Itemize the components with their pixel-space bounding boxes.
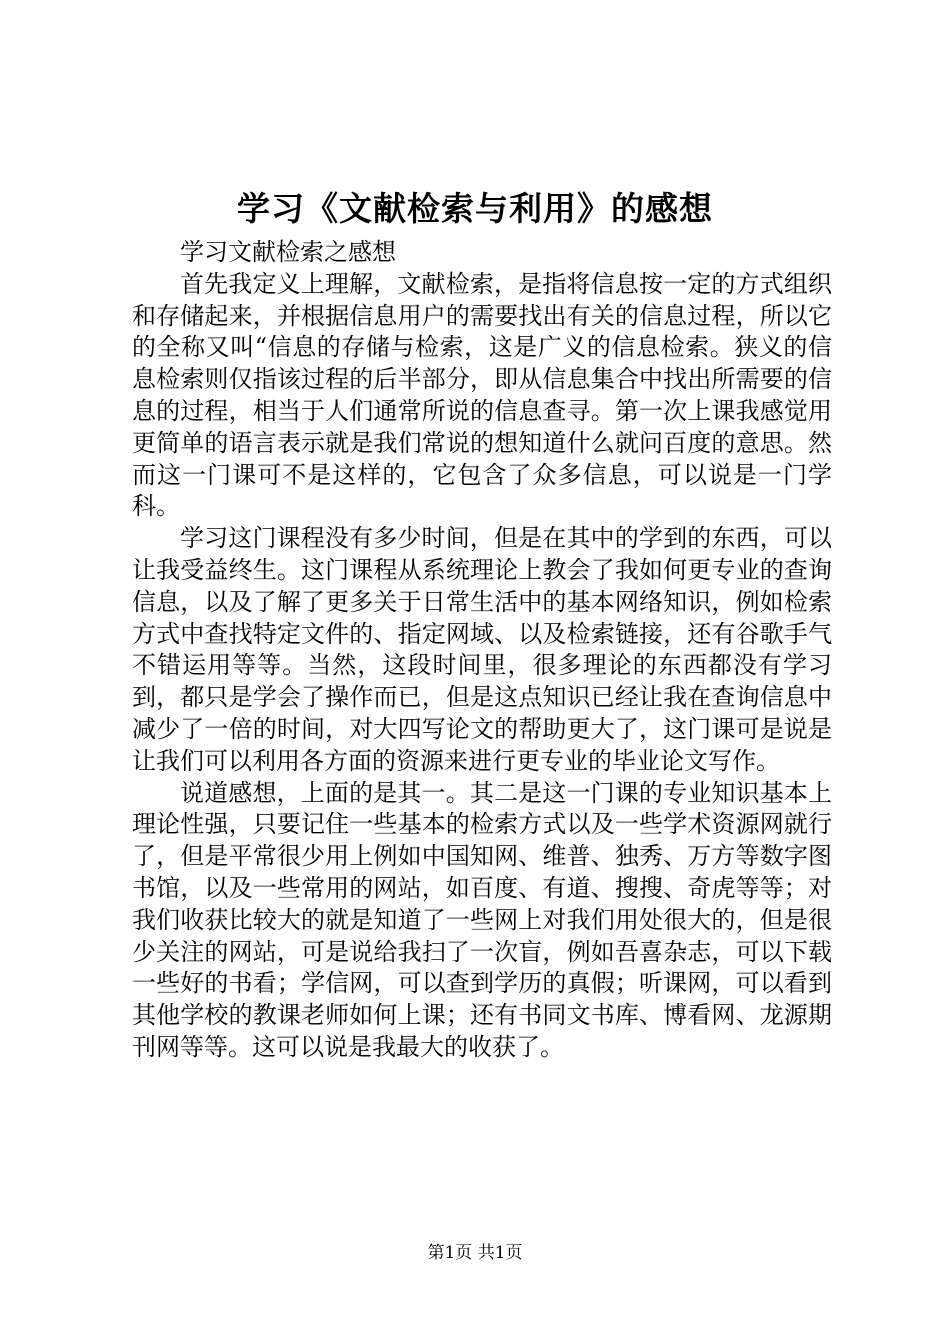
body-paragraph: 说道感想，上面的是其一。其二是这一门课的专业知识基本上理论性强，只要记住一些基本的检索方式以及一些学术资源网就行了，但是平常很少用上例如中国知网、维普、独秀、万方等数字图书馆，以及一些常用的网站，如百度、有道、搜搜、奇虎等等；对我们收获比较大的就是知道了一些网上对我们用处很大的，但是很少关注的网站，可是说给我扫了一次盲，例如吾喜杂志，可以下载一些好的书看；学信网，可以查到学历的真假；听课网，可以看到其他学校的教课老师如何上课；还有书同文书库、博看网、龙源期刊网等等。这可以说是我最大的收获了。	[132, 778, 832, 1061]
page-footer: 第1页 共1页	[427, 1243, 523, 1263]
document-title: 学习《文献检索与利用》的感想	[237, 189, 713, 228]
document-body	[132, 237, 832, 1064]
subtitle-paragraph: 学习文献检索之感想	[180, 238, 396, 266]
body-paragraph: 学习这门课程没有多少时间，但是在其中的学到的东西，可以让我受益终生。这门课程从系统理论上教会了我如何更专业的查询信息，以及了解了更多关于日常生活中的基本网络知识，例如检索方式中查找特定文件的、指定网域、以及检索链接，还有谷歌手气不错运用等等。当然，这段时间里，很多理论的东西都没有学习到，都只是学会了操作而已，但是这点知识已经让我在查询信息中减少了一倍的时间，对大四写论文的帮助更大了，这门课可是说是让我们可以利用各方面的资源来进行更专业的毕业论文写作。	[132, 524, 832, 775]
body-paragraph: 首先我定义上理解，文献检索，是指将信息按一定的方式组织和存储起来，并根据信息用户的需要找出有关的信息过程，所以它的全称又叫“信息的存储与检索，这是广义的信息检索。狭义的信息检索则仅指该过程的后半部分，即从信息集合中找出所需要的信息的过程，相当于人们通常所说的信息查寻。第一次上课我感觉用更简单的语言表示就是我们常说的想知道什么就问百度的意思。然而这一门课可不是这样的，它包含了众多信息，可以说是一门学科。	[132, 269, 832, 521]
